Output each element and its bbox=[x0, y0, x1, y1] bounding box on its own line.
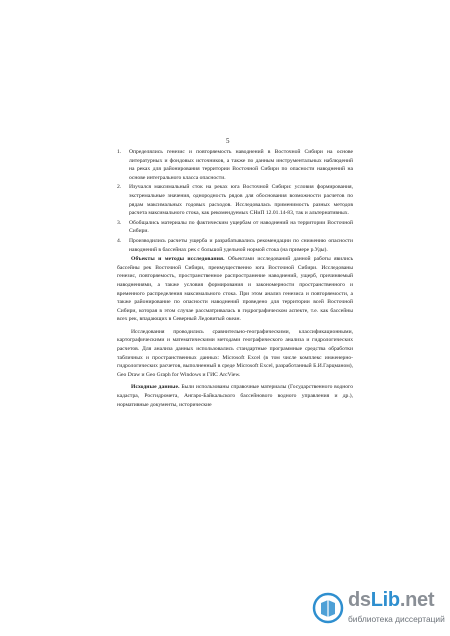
source-data-heading: Исходные данные. bbox=[131, 384, 180, 391]
brand-suffix: .net bbox=[399, 589, 435, 611]
list-item bbox=[117, 183, 353, 217]
source-data-text: Были использованы справочные материалы (Государственного водного кадастра, Росгидромета, Ангаро-Байкальского бассейнового водного управления и др.), нормативные документы, исторические bbox=[117, 384, 354, 408]
list-item bbox=[117, 219, 353, 236]
page-number: 5 bbox=[226, 137, 230, 145]
list-item bbox=[117, 237, 353, 254]
watermark-tagline: библиотека диссертаций bbox=[348, 614, 445, 624]
list-item-number: 2. bbox=[117, 184, 122, 191]
dslib-watermark bbox=[302, 589, 450, 636]
source-data-paragraph bbox=[117, 383, 353, 409]
watermark-brand bbox=[348, 589, 434, 611]
list-item-number: 1. bbox=[117, 149, 122, 155]
list-item-number: 4. bbox=[117, 237, 122, 244]
objects-paragraph bbox=[117, 255, 353, 324]
list-item-text: Изучался максимальный сток на реках юга Восточной Сибири: условия формирования, экстремальные значения, однородность рядов для обоснования возможности расчетов по рядам максимальных годовых расходов. Исследовалась применимость разных методов расчета максимального стока, как рекомендуемых СНиП 12.01.14-83, так и альтернативных. bbox=[129, 184, 353, 217]
task-list bbox=[117, 148, 353, 254]
methods-text: Исследования проводились сравнительно-географическими, классификационными, картографическими и математическими методами географического анализа и гидрологических расчетов. Для анализа данных использовались стандартные программные средства обработки табличных и пространственных данных: Microsoft Excel (в том числе комплекс инженерно-гидрологических расчетов, выполненный в среде Microsoft Excel, разработанный Б.И.Гарцманом), Geo Draw и Geo Graph for Windows и ГИС ArcView. bbox=[117, 328, 353, 378]
document-body bbox=[117, 148, 353, 409]
dslib-logo-icon bbox=[312, 592, 344, 624]
list-item bbox=[117, 148, 353, 182]
list-item-text: Производились расчеты ущерба и разрабатывались рекомендации по снижению опасности наводнений в бассейнах рек с большой удельной нормой стока (на примере р.Уды). bbox=[129, 237, 353, 253]
list-item-text: Определялись генезис и повторяемость наводнений в Восточной Сибири на основе литературных и фондовых источников, а также по данным инструментальных наблюдений на реках для районирования территории Восточной Сибири по опасности наводнений на основе интегрального класса опасности. bbox=[129, 149, 353, 181]
objects-heading: Объекты и методы исследования. bbox=[131, 256, 225, 263]
list-item-text: Обобщались материалы по фактическим ущербам от наводнений на территории Восточной Сибири. bbox=[129, 219, 353, 235]
list-item-number: 3. bbox=[117, 219, 122, 226]
methods-paragraph bbox=[117, 328, 353, 380]
brand-prefix: ds bbox=[348, 589, 371, 611]
objects-text: Объектами исследований данной работы явились бассейны рек Восточной Сибири, преимущественно юга Восточной Сибири. Исследованы генезис, повторяемость, пространственное распространение наводнений, ущерб, причиняемый наводнениями, а также условия формирования и закономерности пространственного и временного распределения максимального стока. При этом анализ генезиса и повторяемости, а также районирование по опасности наводнений проведено для территории всей Восточной Сибири, которая в этом случае рассматривалась в гидрографическом аспекте, т.е. как бассейны всех рек, впадающих в Северный Ледовитый океан. bbox=[117, 256, 353, 323]
brand-lib: Lib bbox=[370, 589, 400, 611]
